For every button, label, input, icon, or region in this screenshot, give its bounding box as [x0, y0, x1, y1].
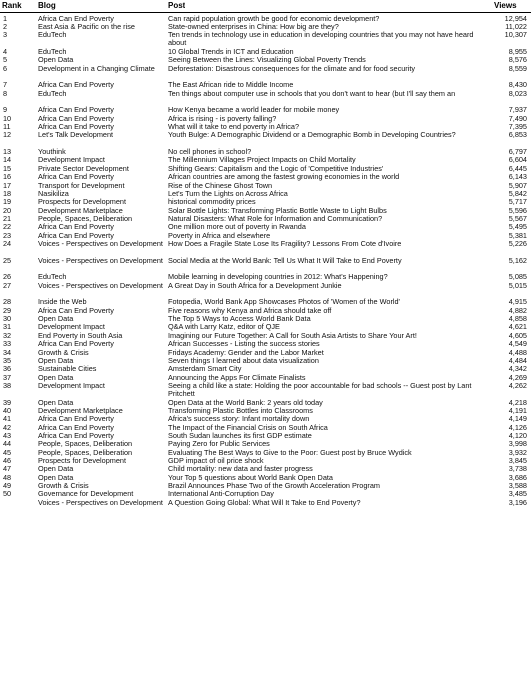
views-cell: 4,858 [508, 315, 527, 324]
views-cell: 4,549 [508, 340, 527, 349]
rank-cell: 47 [3, 465, 12, 474]
views-cell: 4,269 [508, 373, 527, 382]
views-cell: 6,604 [508, 156, 527, 165]
views-cell: 4,218 [508, 398, 527, 407]
post-cell: Africa's success story: Infant mortality down [168, 415, 310, 424]
blog-cell: EduTech [38, 31, 67, 40]
rank-cell: 26 [3, 273, 12, 282]
views-cell: 6,797 [508, 148, 527, 157]
rank-cell: 49 [3, 482, 12, 491]
rank-cell: 32 [3, 331, 12, 340]
post-cell: Imagining our Future Together: A Call for South Asia Artists to Share Your Art! [168, 331, 417, 340]
views-cell: 6,445 [508, 164, 527, 173]
header-views: Views [494, 2, 517, 10]
views-cell: 5,907 [508, 181, 527, 190]
rank-cell: 36 [3, 365, 12, 374]
views-cell: 5,596 [508, 206, 527, 215]
views-cell: 3,845 [508, 457, 527, 466]
blog-cell: Development Impact [38, 381, 105, 390]
rank-cell: 46 [3, 457, 12, 466]
blog-cell: Open Data [38, 373, 74, 382]
post-cell: Open Data at the World Bank: 2 years old today [168, 398, 323, 407]
views-cell: 3,686 [508, 473, 527, 482]
blog-cell: Africa Can End Poverty [38, 432, 114, 440]
blog-cell: Prospects for Development [38, 198, 127, 207]
views-cell: 8,955 [508, 47, 527, 56]
views-cell: 5,567 [508, 214, 527, 223]
blog-cell: Africa Can End Poverty [38, 114, 114, 123]
blog-cell: End Poverty in South Asia [38, 331, 123, 340]
blog-cell: Youthink [38, 148, 66, 157]
rank-cell [3, 499, 33, 516]
rank-cell: 17 [3, 181, 12, 190]
rank-cell: 25 [3, 256, 12, 265]
post-cell: A Question Going Global: What Will It Take to End Poverty? [168, 498, 361, 507]
views-cell: 4,120 [508, 432, 527, 440]
rank-cell: 1 [3, 14, 8, 23]
blog-cell: Let's Talk Development [38, 131, 114, 140]
post-cell: How Does a Fragile State Lose Its Fragility? Lessons From Cote d'Ivoire [168, 239, 402, 248]
post-cell: The Top 5 Ways to Access World Bank Data [168, 315, 311, 324]
views-cell: 4,621 [508, 323, 527, 332]
post-cell: Fridays Academy: Gender and the Labor Market [168, 348, 324, 357]
views-cell: 6,853 [508, 131, 527, 140]
blog-cell: Transport for Development [38, 181, 125, 190]
blog-cell: Open Data [38, 356, 74, 365]
blog-cell: Africa Can End Poverty [38, 14, 114, 23]
post-cell: Brazil Announces Phase Two of the Growth Acceleration Program [168, 482, 380, 491]
blog-cell: Private Sector Development [38, 164, 129, 173]
rank-cell: 50 [3, 490, 12, 499]
rank-cell: 42 [3, 423, 12, 432]
blog-cell: Voices - Perspectives on Development [38, 281, 163, 290]
post-cell: Let's Turn the Lights on Across Africa [168, 189, 288, 198]
views-cell: 5,085 [508, 273, 527, 282]
post-cell: Social Media at the World Bank: Tell Us What It Will Take to End Poverty [168, 256, 402, 265]
post-cell: African countries are among the fastest growing economies in the world [168, 173, 400, 182]
rank-cell: 2 [3, 22, 8, 31]
views-cell: 5,842 [508, 189, 527, 198]
rank-cell: 3 [3, 31, 8, 40]
post-cell: Seven things I learned about data visualization [168, 356, 319, 365]
views-cell: 4,882 [508, 306, 527, 315]
rank-cell: 15 [3, 164, 12, 173]
blog-cell: Growth & Crisis [38, 348, 89, 357]
blog-cell: Africa Can End Poverty [38, 306, 114, 315]
blog-cell: Voices - Perspectives on Development [38, 498, 163, 507]
post-cell: International Anti-Corruption Day [168, 490, 274, 499]
post-cell: Rise of the Chinese Ghost Town [168, 181, 273, 190]
rank-cell: 11 [3, 123, 11, 132]
post-cell: Deforestation: Disastrous consequences for the climate and for food security [168, 64, 416, 73]
views-cell: 4,191 [508, 406, 527, 415]
blog-cell: Africa Can End Poverty [38, 231, 114, 240]
rank-cell: 37 [3, 373, 12, 382]
post-cell: Ten things about computer use in schools that you don't want to hear (but I'll say them an [168, 89, 456, 98]
post-cell: A Great Day in South Africa for a Development Junkie [168, 281, 342, 290]
rank-cell: 44 [3, 440, 12, 449]
post-cell: What will it take to end poverty in Africa? [168, 123, 299, 132]
rank-cell: 27 [3, 281, 12, 290]
views-cell: 3,485 [508, 490, 527, 499]
rank-cell: 45 [3, 448, 12, 457]
post-cell: Evaluating The Best Ways to Give to the Poor: Guest post by Bruce Wydick [168, 448, 412, 457]
blog-cell: EduTech [38, 273, 67, 282]
header-post: Post [168, 2, 186, 10]
views-cell: 5,495 [508, 223, 527, 232]
rank-cell: 9 [3, 106, 8, 115]
rank-cell: 48 [3, 473, 12, 482]
blog-cell: EduTech [38, 89, 67, 98]
post-cell: One million more out of poverty in Rwanda [168, 223, 306, 232]
post-cell: No cell phones in school? [168, 148, 252, 157]
post-cell: Five reasons why Kenya and Africa should take off [168, 306, 332, 315]
post-cell: Seeing Between the Lines: Visualizing Global Poverty Trends [168, 56, 366, 65]
post-cell: Ten trends in technology use in education in developing countries that you may not have heard about [168, 31, 474, 48]
post-cell: Africa is rising - is poverty falling? [168, 114, 277, 123]
views-cell: 7,395 [508, 123, 527, 132]
post-cell: GDP impact of oil price shock [168, 457, 264, 466]
rank-cell: 7 [3, 81, 8, 90]
views-cell: 4,484 [508, 356, 527, 365]
rank-cell: 41 [3, 415, 12, 424]
post-cell: Natural Disasters: What Role for Information and Communication? [168, 214, 383, 223]
blog-cell: East Asia & Pacific on the rise [38, 22, 135, 31]
blog-cell: People, Spaces, Deliberation [38, 440, 133, 449]
views-cell: 5,381 [508, 231, 527, 240]
blog-cell: Nasikiliza [38, 189, 69, 198]
post-cell: Youth Bulge: A Demographic Dividend or a Demographic Bomb in Developing Countries? [168, 131, 456, 140]
post-cell: Announcing the Apps For Climate Finalists [168, 373, 306, 382]
rank-cell: 6 [3, 64, 8, 73]
rank-cell: 38 [3, 381, 12, 390]
rank-cell: 10 [3, 114, 12, 123]
blog-cell: EduTech [38, 47, 67, 56]
views-cell: 5,162 [508, 256, 527, 265]
views-cell: 11,022 [505, 22, 527, 31]
blog-cell: Development Marketplace [38, 406, 123, 415]
post-cell: African Successes - Listing the success stories [168, 340, 320, 349]
rank-cell: 12 [3, 131, 12, 140]
rank-cell: 16 [3, 173, 12, 182]
blog-cell: Africa Can End Poverty [38, 415, 114, 424]
views-cell: 4,342 [508, 365, 527, 374]
rank-cell: 24 [3, 239, 12, 248]
blog-cell: Open Data [38, 315, 74, 324]
rank-cell: 21 [3, 214, 12, 223]
post-cell: Fotopedia, World Bank App Showcases Photos of 'Women of the World' [168, 298, 400, 307]
views-cell: 8,576 [508, 56, 527, 65]
blog-cell: Governance for Development [38, 490, 134, 499]
rank-cell: 23 [3, 231, 12, 240]
rank-cell: 22 [3, 223, 12, 232]
rank-cell: 19 [3, 198, 12, 207]
post-cell: State-owned enterprises in China: How big are they? [168, 22, 339, 31]
views-cell: 10,307 [504, 31, 527, 40]
post-cell: historical commodity prices [168, 198, 256, 207]
views-cell: 4,605 [508, 331, 527, 340]
header-divider [0, 12, 531, 13]
rank-cell: 34 [3, 348, 12, 357]
blog-cell: Africa Can End Poverty [38, 123, 114, 132]
post-cell: Shifting Gears: Capitalism and the Logic of 'Competitive Industries' [168, 164, 384, 173]
post-cell: Your Top 5 questions about World Bank Open Data [168, 473, 333, 482]
rank-cell: 30 [3, 315, 12, 324]
blog-cell: Development Marketplace [38, 206, 123, 215]
blog-cell: Africa Can End Poverty [38, 223, 114, 232]
blog-cell: People, Spaces, Deliberation [38, 214, 133, 223]
blog-cell: Open Data [38, 465, 74, 474]
post-cell: Seeing a child like a state: Holding the poor accountable for bad schools -- Guest post by Lant Pritchett [168, 381, 472, 399]
views-cell: 8,559 [508, 64, 527, 73]
post-cell: The Millennium Villages Project Impacts on Child Mortality [168, 156, 356, 165]
rank-cell: 18 [3, 189, 12, 198]
rank-cell: 33 [3, 340, 12, 349]
views-cell: 4,126 [508, 423, 527, 432]
blog-cell: Development in a Changing Climate [38, 64, 155, 73]
rank-cell: 13 [3, 148, 12, 157]
blog-cell: Africa Can End Poverty [38, 423, 114, 432]
views-cell: 7,937 [508, 106, 527, 115]
blog-cell: Voices - Perspectives on Development [38, 256, 163, 265]
rank-cell: 39 [3, 398, 12, 407]
post-cell: The Impact of the Financial Crisis on South Africa [168, 423, 328, 432]
views-cell: 6,143 [508, 173, 527, 182]
post-cell: Poverty in Africa and elsewhere [168, 231, 271, 240]
blog-cell: Open Data [38, 56, 74, 65]
header-blog: Blog [38, 2, 56, 10]
header-rank: Rank [2, 2, 22, 10]
views-cell: 4,915 [508, 298, 527, 307]
blog-cell: Open Data [38, 473, 74, 482]
views-cell: 8,430 [508, 81, 527, 90]
views-cell: 5,015 [508, 281, 527, 290]
views-cell: 5,717 [508, 198, 527, 207]
blog-cell: Africa Can End Poverty [38, 173, 114, 182]
blog-cell: People, Spaces, Deliberation [38, 448, 133, 457]
blog-cell: Africa Can End Poverty [38, 81, 114, 90]
views-cell: 4,488 [508, 348, 527, 357]
views-cell: 3,932 [508, 448, 527, 457]
views-cell: 7,490 [508, 114, 527, 123]
rank-cell: 20 [3, 206, 12, 215]
rank-cell: 31 [3, 323, 12, 332]
post-cell: Can rapid population growth be good for economic development? [168, 14, 380, 23]
blog-cell: Africa Can End Poverty [38, 340, 114, 349]
blog-cell: Growth & Crisis [38, 482, 89, 491]
rank-cell: 5 [3, 56, 8, 65]
views-cell: 4,149 [508, 415, 527, 424]
blog-cell: Voices - Perspectives on Development [38, 239, 163, 248]
blog-cell: Development Impact [38, 156, 105, 165]
post-cell: 10 Global Trends in ICT and Education [168, 47, 294, 56]
views-cell: 12,954 [504, 14, 527, 23]
post-cell: Q&A with Larry Katz, editor of QJE [168, 323, 280, 332]
views-cell: 4,262 [508, 381, 527, 390]
post-cell: Solar Bottle Lights: Transforming Plastic Bottle Waste to Light Bulbs [168, 206, 387, 215]
rank-cell: 43 [3, 432, 12, 440]
post-cell: Amsterdam Smart City [168, 365, 242, 374]
views-cell: 3,588 [508, 482, 527, 491]
post-cell: Paying Zero for Public Services [168, 440, 270, 449]
blog-cell: Africa Can End Poverty [38, 106, 114, 115]
post-cell: The East African ride to Middle Income [168, 81, 294, 90]
rank-cell: 4 [3, 47, 8, 56]
blog-cell: Inside the Web [38, 298, 87, 307]
blog-cell: Open Data [38, 398, 74, 407]
views-cell: 8,023 [508, 89, 527, 98]
rank-cell: 8 [3, 89, 8, 98]
post-cell: How Kenya became a world leader for mobile money [168, 106, 340, 115]
rank-cell: 40 [3, 406, 12, 415]
rank-cell: 14 [3, 156, 12, 165]
views-cell: 5,226 [508, 239, 527, 248]
post-cell: South Sudan launches its first GDP estimate [168, 432, 312, 440]
post-cell: Mobile learning in developing countries in 2012: What's Happening? [168, 273, 388, 282]
views-cell: 3,196 [508, 498, 527, 507]
blog-cell: Development Impact [38, 323, 105, 332]
blog-cell: Prospects for Development [38, 457, 127, 466]
views-cell: 3,738 [508, 465, 527, 474]
rank-cell: 35 [3, 356, 12, 365]
blog-cell: Sustainable Cities [38, 365, 97, 374]
post-cell: Transforming Plastic Bottles into Classrooms [168, 406, 313, 415]
post-cell: Child mortality: new data and faster progress [168, 465, 313, 474]
rank-cell: 29 [3, 306, 12, 315]
rank-cell: 28 [3, 298, 12, 307]
views-cell: 3,998 [508, 440, 527, 449]
